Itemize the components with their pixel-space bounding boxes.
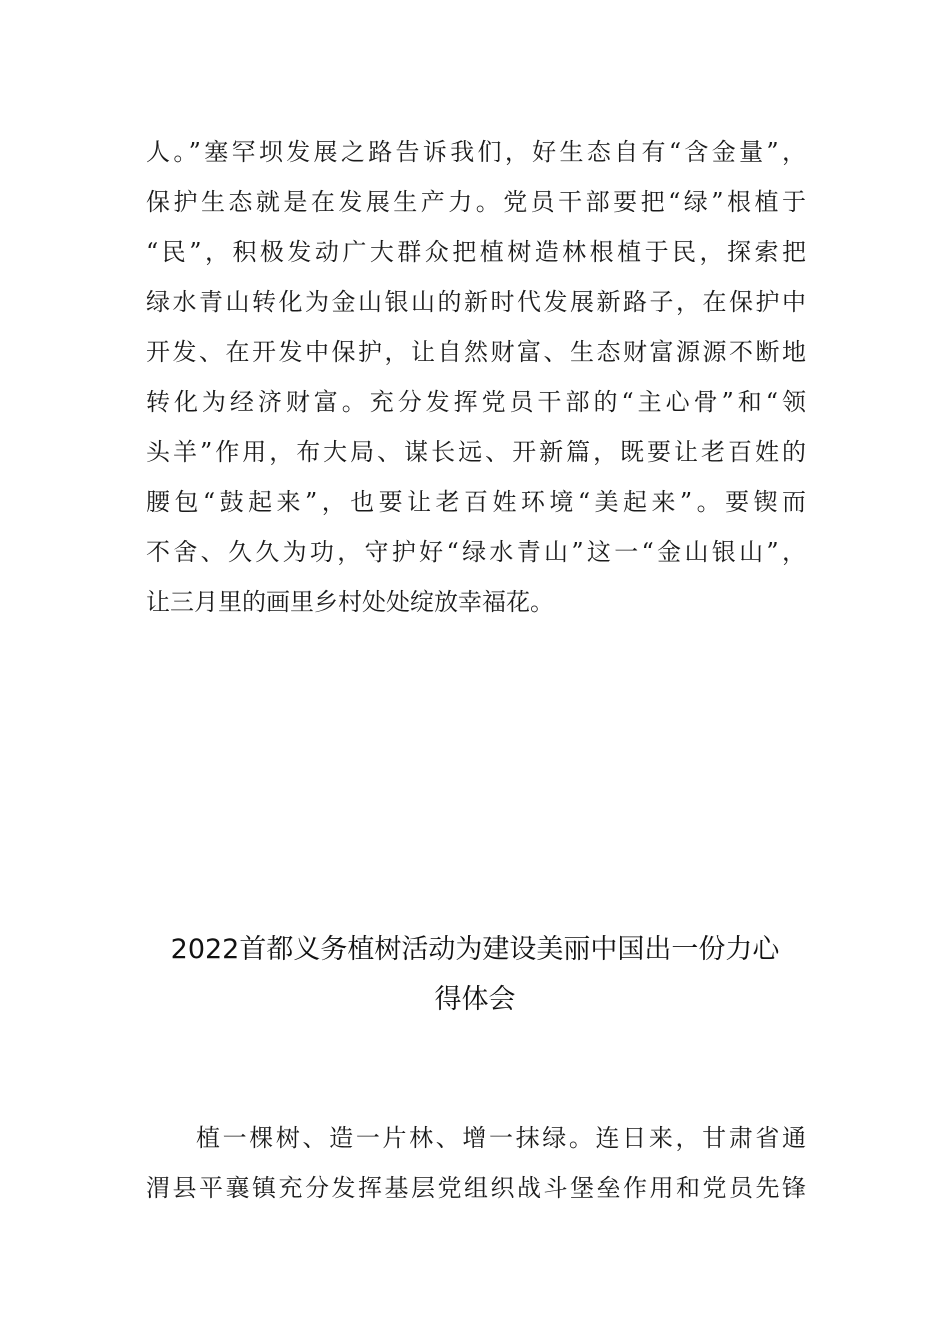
body-paragraph-2 — [146, 1113, 806, 1213]
paragraph-line: 头羊”作用，布大局、谋长远、开新篇，既要让老百姓的 — [146, 438, 806, 466]
paragraph-line: 保护生态就是在发展生产力。党员干部要把“绿”根植于 — [146, 188, 806, 216]
article-title — [140, 925, 810, 1025]
paragraph-line: 不舍、久久为功，守护好“绿水青山”这一“金山银山”， — [146, 538, 806, 566]
paragraph-line: 绿水青山转化为金山银山的新时代发展新路子，在保护中 — [146, 288, 806, 316]
paragraph-line: 渭县平襄镇充分发挥基层党组织战斗堡垒作用和党员先锋 — [146, 1174, 806, 1202]
paragraph-line: 转化为经济财富。充分发挥党员干部的“主心骨”和“领 — [146, 388, 806, 416]
paragraph-line: 开发、在开发中保护，让自然财富、生态财富源源不断地 — [146, 338, 806, 366]
paragraph-line: 腰包“鼓起来”，也要让老百姓环境“美起来”。要锲而 — [146, 488, 806, 516]
title-line: 2022首都义务植树活动为建设美丽中国出一份力心 — [170, 934, 780, 965]
paragraph-line: 让三月里的画里乡村处处绽放幸福花。 — [146, 588, 554, 616]
body-paragraph-1 — [146, 127, 806, 627]
title-line: 得体会 — [434, 984, 516, 1015]
paragraph-line: 人。”塞罕坝发展之路告诉我们，好生态自有“含金量”， — [146, 138, 806, 166]
paragraph-line: 植一棵树、造一片林、增一抹绿。连日来，甘肃省通 — [196, 1124, 806, 1152]
paragraph-line: “民”，积极发动广大群众把植树造林根植于民，探索把 — [146, 238, 806, 266]
